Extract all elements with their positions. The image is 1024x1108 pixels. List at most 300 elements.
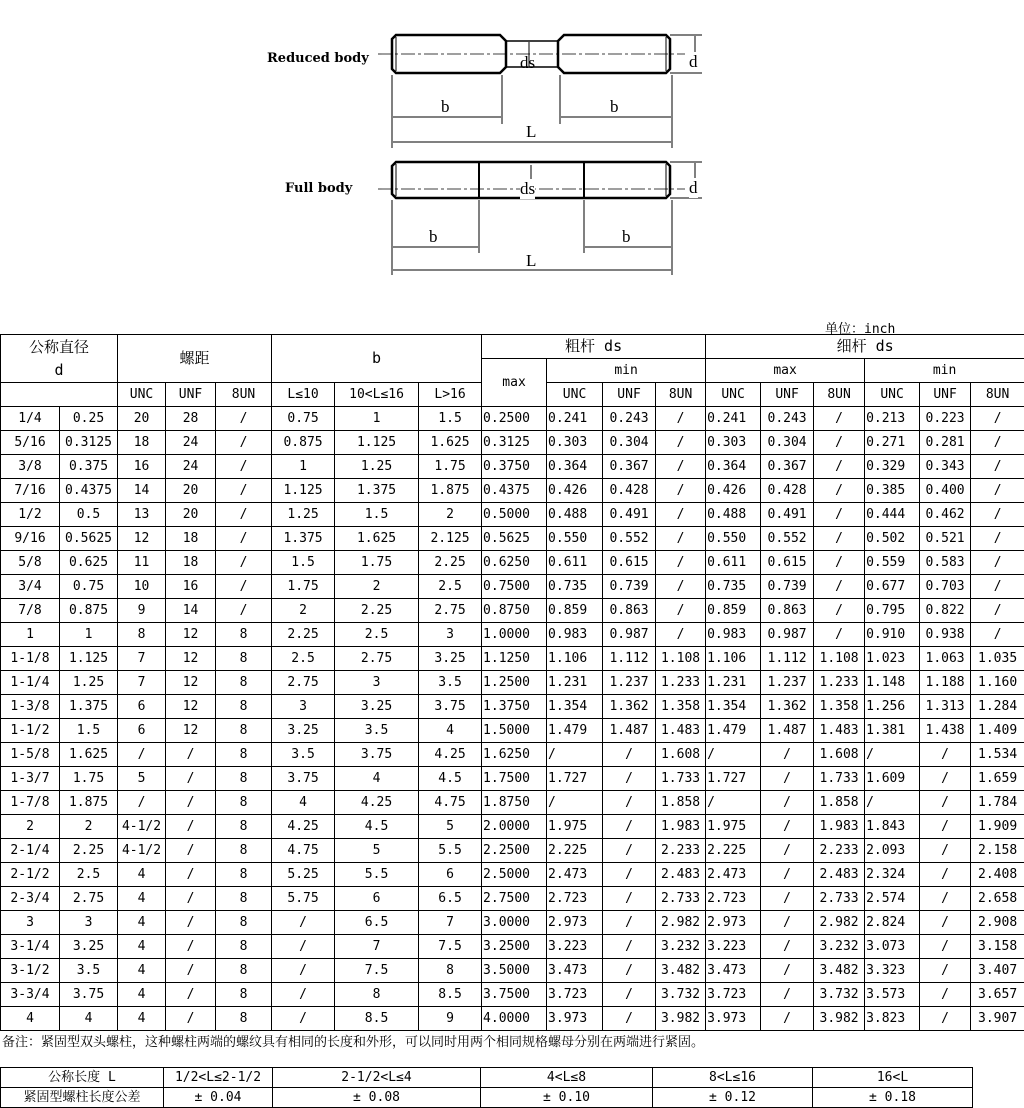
table-cell: 2.824 [865,911,920,935]
header-fine-min: min [865,359,1024,383]
dim-d: d [689,178,698,198]
tolerance-cell: 2-1/2<L≤4 [273,1068,481,1088]
dim-L: L [526,251,536,271]
table-cell: 10 [118,575,166,599]
table-row [1,503,1024,527]
table-cell: 1.023 [865,647,920,671]
table-cell: / [761,959,814,983]
table-cell: / [166,791,216,815]
table-cell: / [166,887,216,911]
table-cell: 0.223 [920,407,971,431]
tolerance-cell: ± 0.18 [813,1088,973,1108]
table-cell: 0.75 [60,575,118,599]
table-cell: 0.875 [272,431,335,455]
table-cell: 2.5 [335,623,419,647]
table-cell: 2.908 [971,911,1024,935]
table-cell: 3.407 [971,959,1024,983]
table-cell: 3.25 [419,647,482,671]
table-cell: 4.25 [335,791,419,815]
table-cell: 8 [216,839,272,863]
table-row [1,743,1024,767]
table-cell: 3.732 [656,983,706,1007]
table-cell: 1.487 [761,719,814,743]
table-cell: 0.488 [547,503,603,527]
tolerance-row-length [1,1068,973,1088]
table-cell: 0.428 [761,479,814,503]
table-cell: 0.25 [60,407,118,431]
table-row [1,431,1024,455]
table-cell: 4-1/2 [118,839,166,863]
table-cell: 2.5 [419,575,482,599]
table-cell: 20 [166,503,216,527]
table-cell: 12 [166,623,216,647]
table-row [1,983,1024,1007]
table-cell: 6 [118,719,166,743]
table-cell: 2.483 [814,863,865,887]
tolerance-row-values [1,1088,973,1108]
table-cell: 1.237 [761,671,814,695]
table-cell: 1.479 [706,719,761,743]
table-cell: 1.909 [971,815,1024,839]
tolerance-cell: ± 0.12 [653,1088,813,1108]
table-cell: / [761,791,814,815]
table-cell: 3 [419,623,482,647]
table-cell: 14 [166,599,216,623]
table-cell: / [656,407,706,431]
table-cell: 0.625 [60,551,118,575]
header-b1: L≤10 [272,383,335,407]
table-cell: 2.7500 [482,887,547,911]
table-cell: / [603,911,656,935]
table-cell: 0.552 [603,527,656,551]
table-cell: 0.983 [706,623,761,647]
table-cell: 7.5 [335,959,419,983]
table-cell: / [971,551,1024,575]
table-cell: / [920,959,971,983]
table-cell: 1.106 [706,647,761,671]
table-cell: 4 [60,1007,118,1031]
table-cell: 1.975 [547,815,603,839]
table-cell: / [814,599,865,623]
table-header [1,335,1024,407]
table-cell: 1.727 [706,767,761,791]
table-cell: / [216,527,272,551]
table-cell: 8 [216,911,272,935]
table-cell: / [920,887,971,911]
table-row [1,407,1024,431]
table-cell: 3.982 [814,1007,865,1031]
table-cell: 0.213 [865,407,920,431]
table-cell: / [656,599,706,623]
table-cell: 0.385 [865,479,920,503]
table-cell: 4 [118,863,166,887]
table-cell: 1.438 [920,719,971,743]
table-cell: / [603,815,656,839]
dim-ds: ds [520,53,535,73]
table-cell: 0.426 [547,479,603,503]
table-cell: 1.858 [656,791,706,815]
table-cell: 0.367 [761,455,814,479]
table-cell: 0.271 [865,431,920,455]
table-cell: 5 [335,839,419,863]
table-cell: 0.462 [920,503,971,527]
table-cell: 2-1/4 [1,839,60,863]
table-cell: 3.723 [706,983,761,1007]
table-cell: 3.75 [419,695,482,719]
table-cell: 3.25 [335,695,419,719]
table-cell: 8 [335,983,419,1007]
table-cell: 1.233 [814,671,865,695]
table-cell: 1.25 [335,455,419,479]
table-row [1,815,1024,839]
header-unf: UNF [166,383,216,407]
table-cell: / [547,791,603,815]
table-cell: 1.106 [547,647,603,671]
table-cell: 2 [419,503,482,527]
tolerance-cell: 公称长度 L [1,1068,164,1088]
table-cell: 1.358 [814,695,865,719]
table-cell: 2.5000 [482,863,547,887]
table-cell: 0.304 [761,431,814,455]
table-cell: 3.223 [706,935,761,959]
table-cell: 4.5 [335,815,419,839]
table-cell: / [814,575,865,599]
table-cell: / [272,1007,335,1031]
table-cell: 2.125 [419,527,482,551]
table-cell: / [761,1007,814,1031]
table-cell: 1.125 [60,647,118,671]
table-cell: 3/8 [1,455,60,479]
table-cell: 1 [272,455,335,479]
table-cell: 3-3/4 [1,983,60,1007]
table-cell: 1.487 [603,719,656,743]
table-cell: 0.735 [706,575,761,599]
table-row [1,623,1024,647]
table-cell: / [656,431,706,455]
table-cell: 0.4375 [482,479,547,503]
header-unf: UNF [920,383,971,407]
table-cell: 1.354 [706,695,761,719]
dim-b: b [441,97,450,117]
table-cell: 1.843 [865,815,920,839]
table-cell: 0.444 [865,503,920,527]
table-cell: / [603,863,656,887]
table-cell: 0.241 [706,407,761,431]
table-cell: 0.502 [865,527,920,551]
table-cell: 5 [118,767,166,791]
table-cell: 8 [216,743,272,767]
table-cell: 0.5625 [60,527,118,551]
table-cell: 1.2500 [482,671,547,695]
table-cell: 0.3125 [60,431,118,455]
table-cell: 0.343 [920,455,971,479]
table-cell: / [971,599,1024,623]
table-cell: 11 [118,551,166,575]
table-cell: 0.303 [547,431,603,455]
table-cell: 5/8 [1,551,60,575]
header-b2: 10<L≤16 [335,383,419,407]
table-cell: 4.25 [419,743,482,767]
table-cell: 3.158 [971,935,1024,959]
table-cell: 2.973 [706,911,761,935]
table-cell: 1.362 [603,695,656,719]
table-cell: 3.25 [60,935,118,959]
table-cell: 1.784 [971,791,1024,815]
table-row [1,911,1024,935]
table-cell: 2.25 [419,551,482,575]
table-cell: / [603,839,656,863]
table-cell: 1.75 [272,575,335,599]
table-cell: 0.8750 [482,599,547,623]
dim-L: L [526,122,536,142]
table-cell: 8 [216,719,272,743]
table-cell: 6 [419,863,482,887]
table-cell: 1.3750 [482,695,547,719]
table-cell: 20 [166,479,216,503]
table-cell: 1.75 [60,767,118,791]
table-cell: 8 [216,791,272,815]
table-cell: 1.035 [971,647,1024,671]
table-row [1,791,1024,815]
table-cell: 0.703 [920,575,971,599]
table-row [1,767,1024,791]
table-cell: 4.0000 [482,1007,547,1031]
table-cell: 0.615 [603,551,656,575]
table-cell: / [166,863,216,887]
table-cell: / [761,767,814,791]
table-cell: / [656,455,706,479]
table-cell: 0.4375 [60,479,118,503]
table-cell: 3.75 [272,767,335,791]
table-cell: 1.381 [865,719,920,743]
table-cell: 4 [118,959,166,983]
table-cell: / [216,455,272,479]
table-cell: 2.75 [272,671,335,695]
table-cell: 2-1/2 [1,863,60,887]
table-cell: 1.25 [272,503,335,527]
table-cell: 8 [216,767,272,791]
table-cell: 1.112 [761,647,814,671]
table-cell: 1.625 [60,743,118,767]
table-cell: / [656,503,706,527]
header-coarse-min: min [547,359,706,383]
table-cell: 1.875 [419,479,482,503]
table-cell: 1-1/4 [1,671,60,695]
table-cell: 1.063 [920,647,971,671]
table-body [1,407,1024,1031]
unit-label: 单位：inch [825,318,895,337]
table-cell: 4 [118,983,166,1007]
table-cell: 2.324 [865,863,920,887]
table-cell: 0.303 [706,431,761,455]
table-cell: 4 [1,1007,60,1031]
table-cell: 2.093 [865,839,920,863]
table-cell: 0.243 [603,407,656,431]
table-cell: / [920,1007,971,1031]
header-fine: 细杆 ds [706,335,1024,359]
table-cell: 1.237 [603,671,656,695]
table-cell: 18 [166,527,216,551]
length-tolerance-table [0,1067,973,1108]
table-cell: 2.225 [547,839,603,863]
header-unc: UNC [547,383,603,407]
tolerance-cell: 1/2<L≤2-1/2 [164,1068,273,1088]
table-cell: / [216,479,272,503]
table-cell: / [547,743,603,767]
table-cell: 0.739 [603,575,656,599]
table-cell: / [814,479,865,503]
table-cell: 9 [118,599,166,623]
table-cell: 0.550 [706,527,761,551]
table-cell: 7.5 [419,935,482,959]
table-cell: 2-3/4 [1,887,60,911]
table-cell: 2.483 [656,863,706,887]
table-cell: 1.358 [656,695,706,719]
table-cell: / [656,551,706,575]
table-cell: 3-1/2 [1,959,60,983]
tolerance-cell: 8<L≤16 [653,1068,813,1088]
table-row [1,839,1024,863]
table-cell: 3-1/4 [1,935,60,959]
table-cell: 8 [216,887,272,911]
table-row [1,479,1024,503]
table-cell: 0.5625 [482,527,547,551]
table-cell: 0.7500 [482,575,547,599]
table-cell: / [971,431,1024,455]
table-cell: 3.473 [547,959,603,983]
table-cell: 1 [335,407,419,431]
table-cell: / [814,503,865,527]
table-cell: / [166,767,216,791]
table-cell: 12 [118,527,166,551]
table-cell: / [216,551,272,575]
table-cell: 12 [166,671,216,695]
table-cell: 3.7500 [482,983,547,1007]
table-cell: / [761,863,814,887]
table-cell: 1.733 [814,767,865,791]
table-cell: / [603,791,656,815]
table-cell: / [656,479,706,503]
table-cell: 2.5 [272,647,335,671]
reduced-body-label: Reduced body [267,51,369,66]
tolerance-cell: 16<L [813,1068,973,1088]
table-cell: 0.611 [706,551,761,575]
table-cell: 2.0000 [482,815,547,839]
table-cell: 0.559 [865,551,920,575]
table-cell: 0.426 [706,479,761,503]
table-cell: / [971,623,1024,647]
table-cell: / [706,791,761,815]
header-b: b [272,335,482,383]
table-cell: 3.232 [814,935,865,959]
table-cell: 3.323 [865,959,920,983]
table-cell: 1.231 [547,671,603,695]
table-cell: 0.75 [272,407,335,431]
table-cell: 1.188 [920,671,971,695]
table-cell: 3.232 [656,935,706,959]
table-cell: 3/4 [1,575,60,599]
table-cell: 3.5000 [482,959,547,983]
table-cell: 3 [335,671,419,695]
table-cell: 0.5000 [482,503,547,527]
table-cell: 1.659 [971,767,1024,791]
table-cell: 3.973 [706,1007,761,1031]
table-cell: 1.409 [971,719,1024,743]
table-cell: 20 [118,407,166,431]
table-cell: 7 [335,935,419,959]
table-cell: / [971,575,1024,599]
table-cell: 2.973 [547,911,603,935]
table-cell: 2.75 [335,647,419,671]
table-cell: 5.5 [419,839,482,863]
table-cell: 3.2500 [482,935,547,959]
table-cell: 2.733 [814,887,865,911]
header-spacer [1,383,118,407]
table-row [1,959,1024,983]
table-cell: 2.982 [814,911,865,935]
table-cell: 3.25 [272,719,335,743]
table-cell: 8 [216,695,272,719]
table-cell: / [603,743,656,767]
table-cell: / [920,743,971,767]
table-cell: 4 [335,767,419,791]
table-cell: / [920,767,971,791]
table-cell: / [216,503,272,527]
table-cell: / [656,527,706,551]
table-cell: 0.863 [603,599,656,623]
table-cell: 1.75 [335,551,419,575]
table-cell: 2.75 [419,599,482,623]
table-cell: 0.367 [603,455,656,479]
table-cell: 8 [118,623,166,647]
table-cell: 5 [419,815,482,839]
table-cell: / [761,815,814,839]
table-cell: 8 [216,1007,272,1031]
table-cell: 1.7500 [482,767,547,791]
table-cell: / [865,791,920,815]
table-cell: 1.733 [656,767,706,791]
table-cell: 0.987 [603,623,656,647]
header-unc: UNC [865,383,920,407]
table-cell: 8 [216,647,272,671]
table-cell: 3.75 [335,743,419,767]
table-cell: 1.5 [60,719,118,743]
table-cell: 3.482 [656,959,706,983]
table-cell: / [118,743,166,767]
table-cell: / [166,839,216,863]
table-cell: 1.983 [656,815,706,839]
table-cell: 1/2 [1,503,60,527]
table-cell: 2 [272,599,335,623]
table-cell: 0.243 [761,407,814,431]
table-row [1,887,1024,911]
header-coarse: 粗杆 ds [482,335,706,359]
header-unc: UNC [118,383,166,407]
stud-spec-table [0,334,1024,1031]
table-cell: 5.75 [272,887,335,911]
table-cell: 0.364 [706,455,761,479]
table-cell: 7 [118,647,166,671]
dim-b: b [429,227,438,247]
dim-b: b [610,97,619,117]
table-cell: 6 [335,887,419,911]
table-cell: / [971,407,1024,431]
table-cell: 2.574 [865,887,920,911]
table-cell: 14 [118,479,166,503]
table-cell: / [971,527,1024,551]
table-cell: / [920,983,971,1007]
table-cell: 3.223 [547,935,603,959]
